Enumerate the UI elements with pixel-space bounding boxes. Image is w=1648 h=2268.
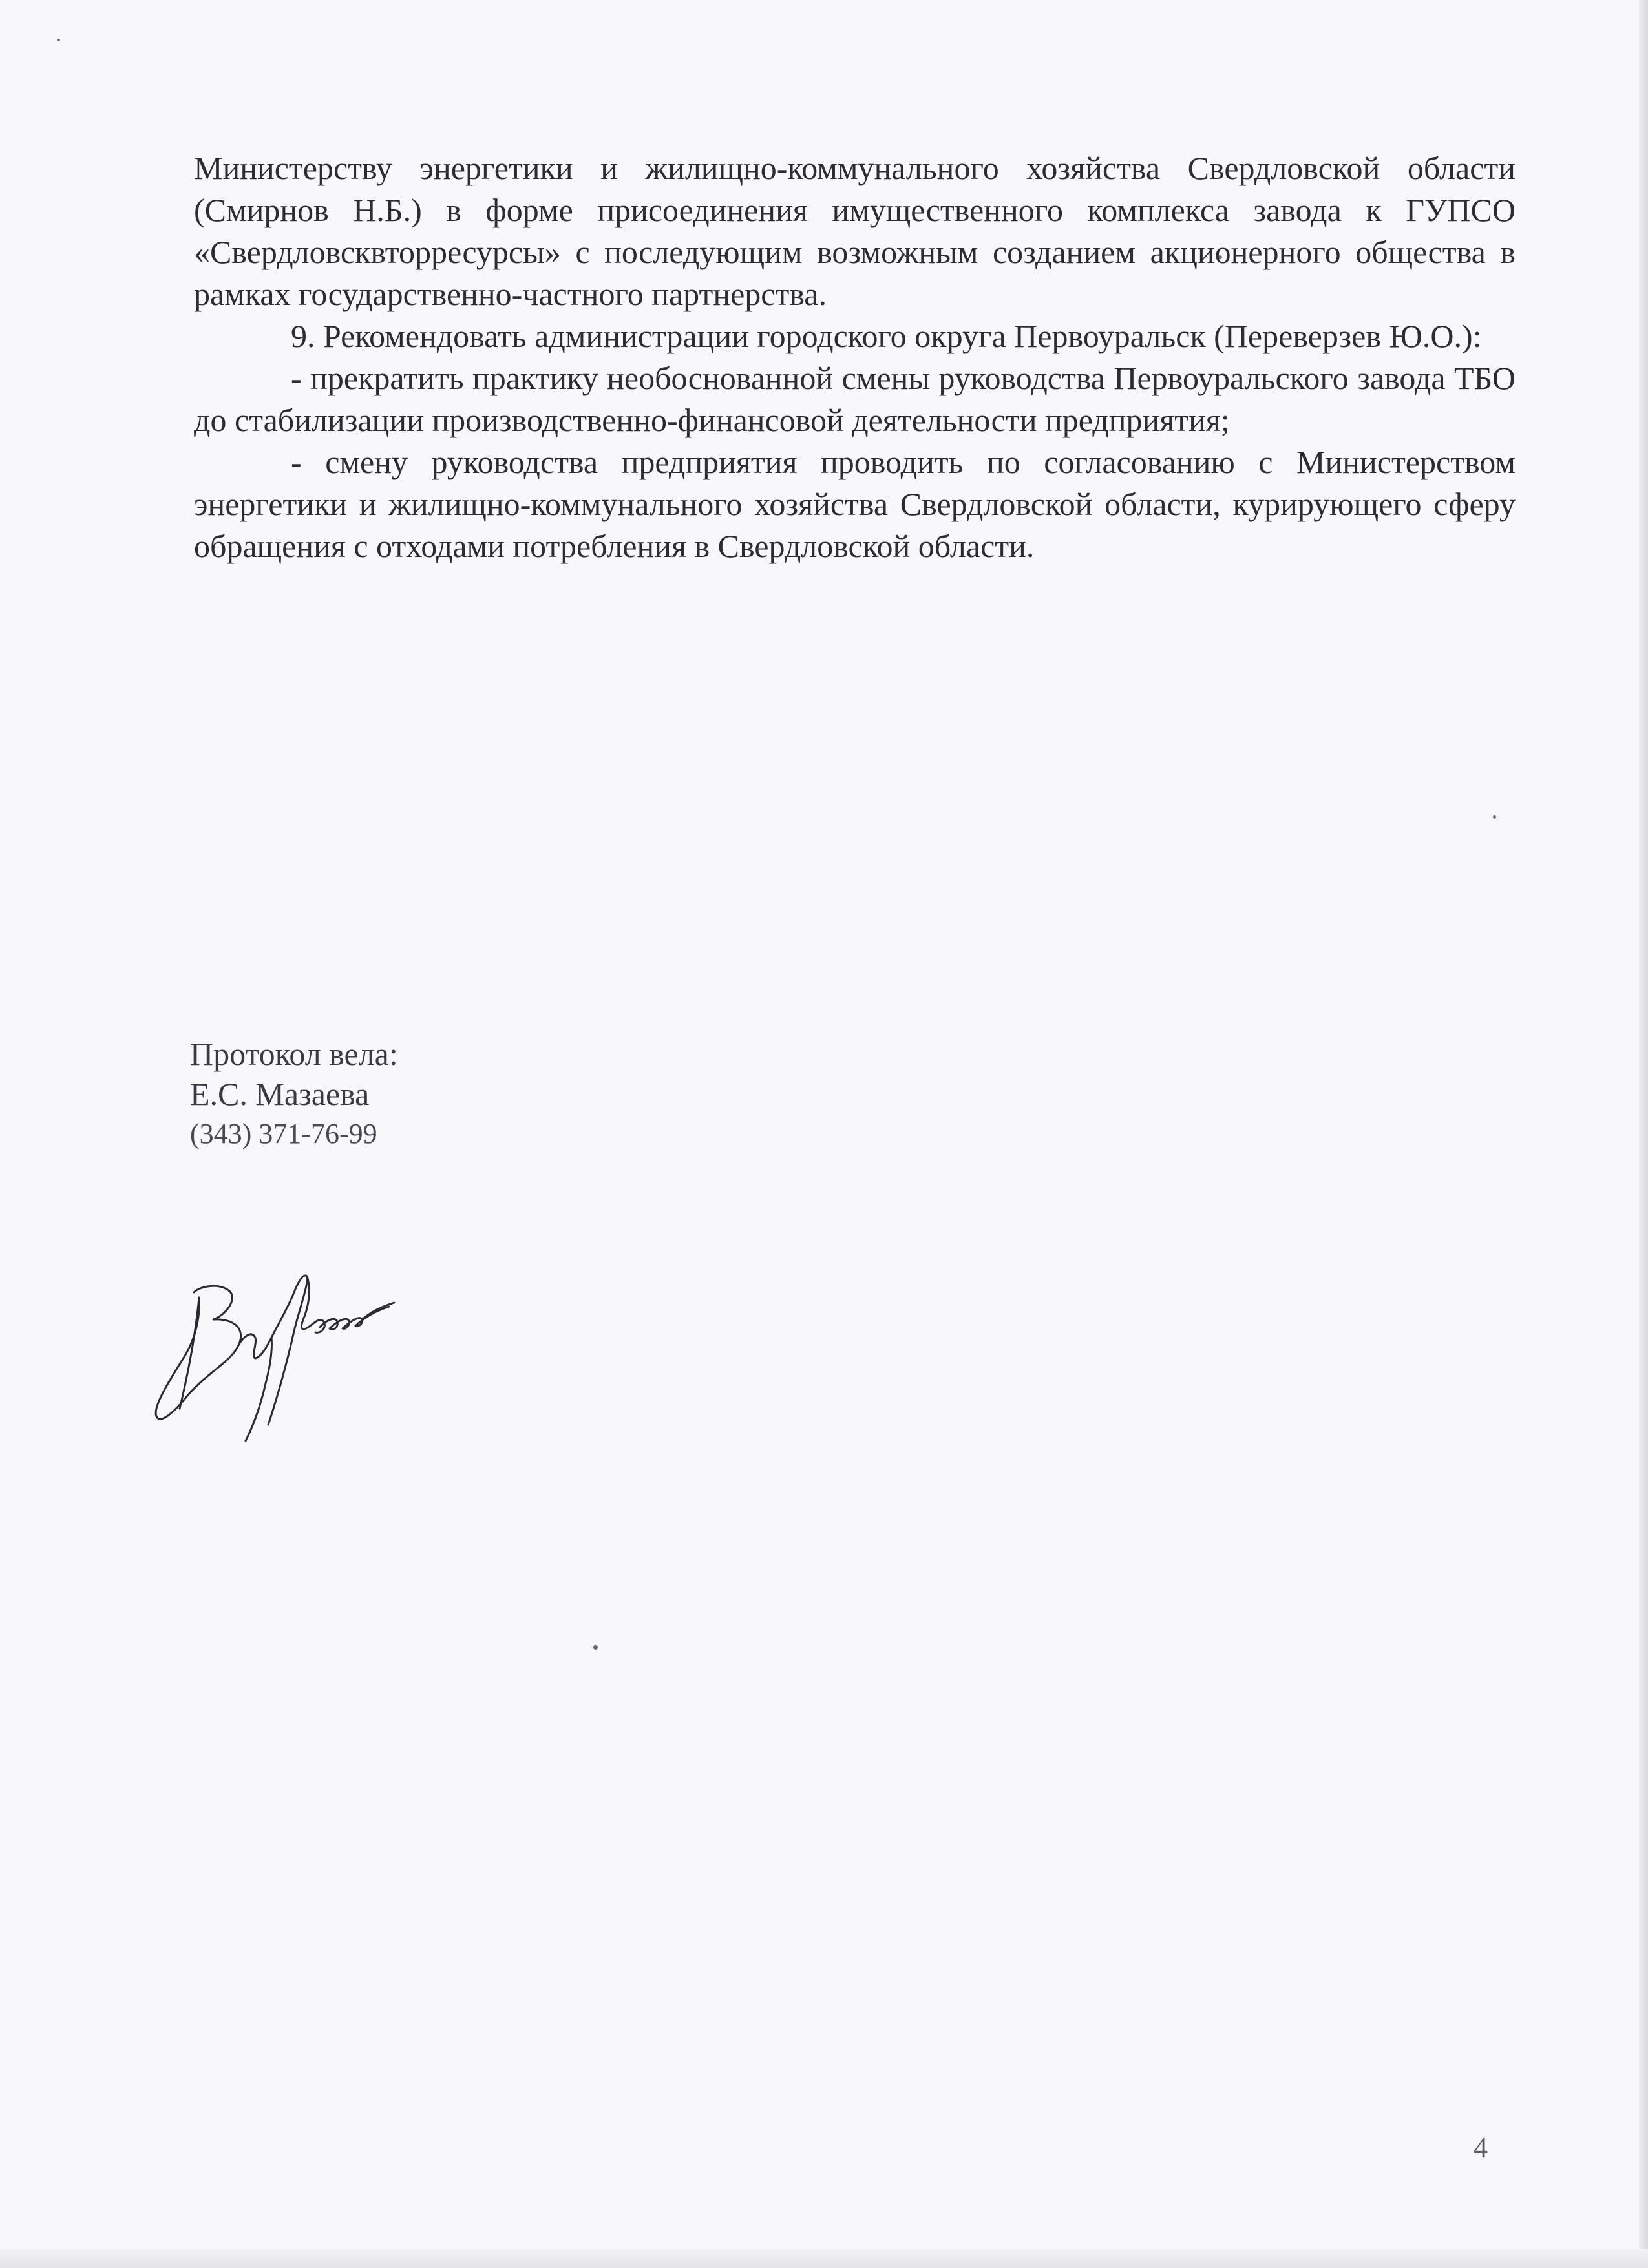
page-number: 4 — [1474, 2132, 1488, 2163]
scan-edge-bottom — [0, 2249, 1648, 2268]
scan-speck — [1493, 815, 1496, 819]
paragraph-coordinate-management-change: - смену руководства предприятия проводить по согласованию с Министерством энергетики и жилищно-коммунального хозяйства Свердловской области, курирующего сферу обращения с отходами потребления в Свердловской области. — [194, 444, 1516, 564]
protocol-phone: (343) 371-76-99 — [190, 1118, 377, 1150]
document-body — [194, 147, 1516, 567]
protocol-author-name: Е.С. Мазаева — [190, 1076, 370, 1112]
handwritten-signature — [149, 1247, 485, 1460]
paragraph-recommendation-9: 9. Рекомендовать администрации городского округа Первоуральск (Переверзев Ю.О.): — [291, 318, 1482, 354]
paragraph-stop-management-change: - прекратить практику необоснованной смены руководства Первоуральского завода ТБО до стабилизации производственно-финансовой деятельности предприятия; — [194, 360, 1516, 438]
scan-speck — [57, 39, 60, 41]
paragraph-ministry: Министерству энергетики и жилищно-коммунального хозяйства Свердловской области (Смирнов Н.Б.) в форме присоединения имущественного комплекса завода к ГУПСО «Свердловсквторресурсы» с последующим возможным созданием акционерного общества в рамках государственно-частного партнерства. — [194, 150, 1516, 312]
protocol-block — [190, 1034, 398, 1154]
protocol-label: Протокол вела: — [190, 1036, 398, 1072]
scan-edge-right — [1639, 0, 1648, 2268]
scan-speck — [593, 1645, 598, 1650]
